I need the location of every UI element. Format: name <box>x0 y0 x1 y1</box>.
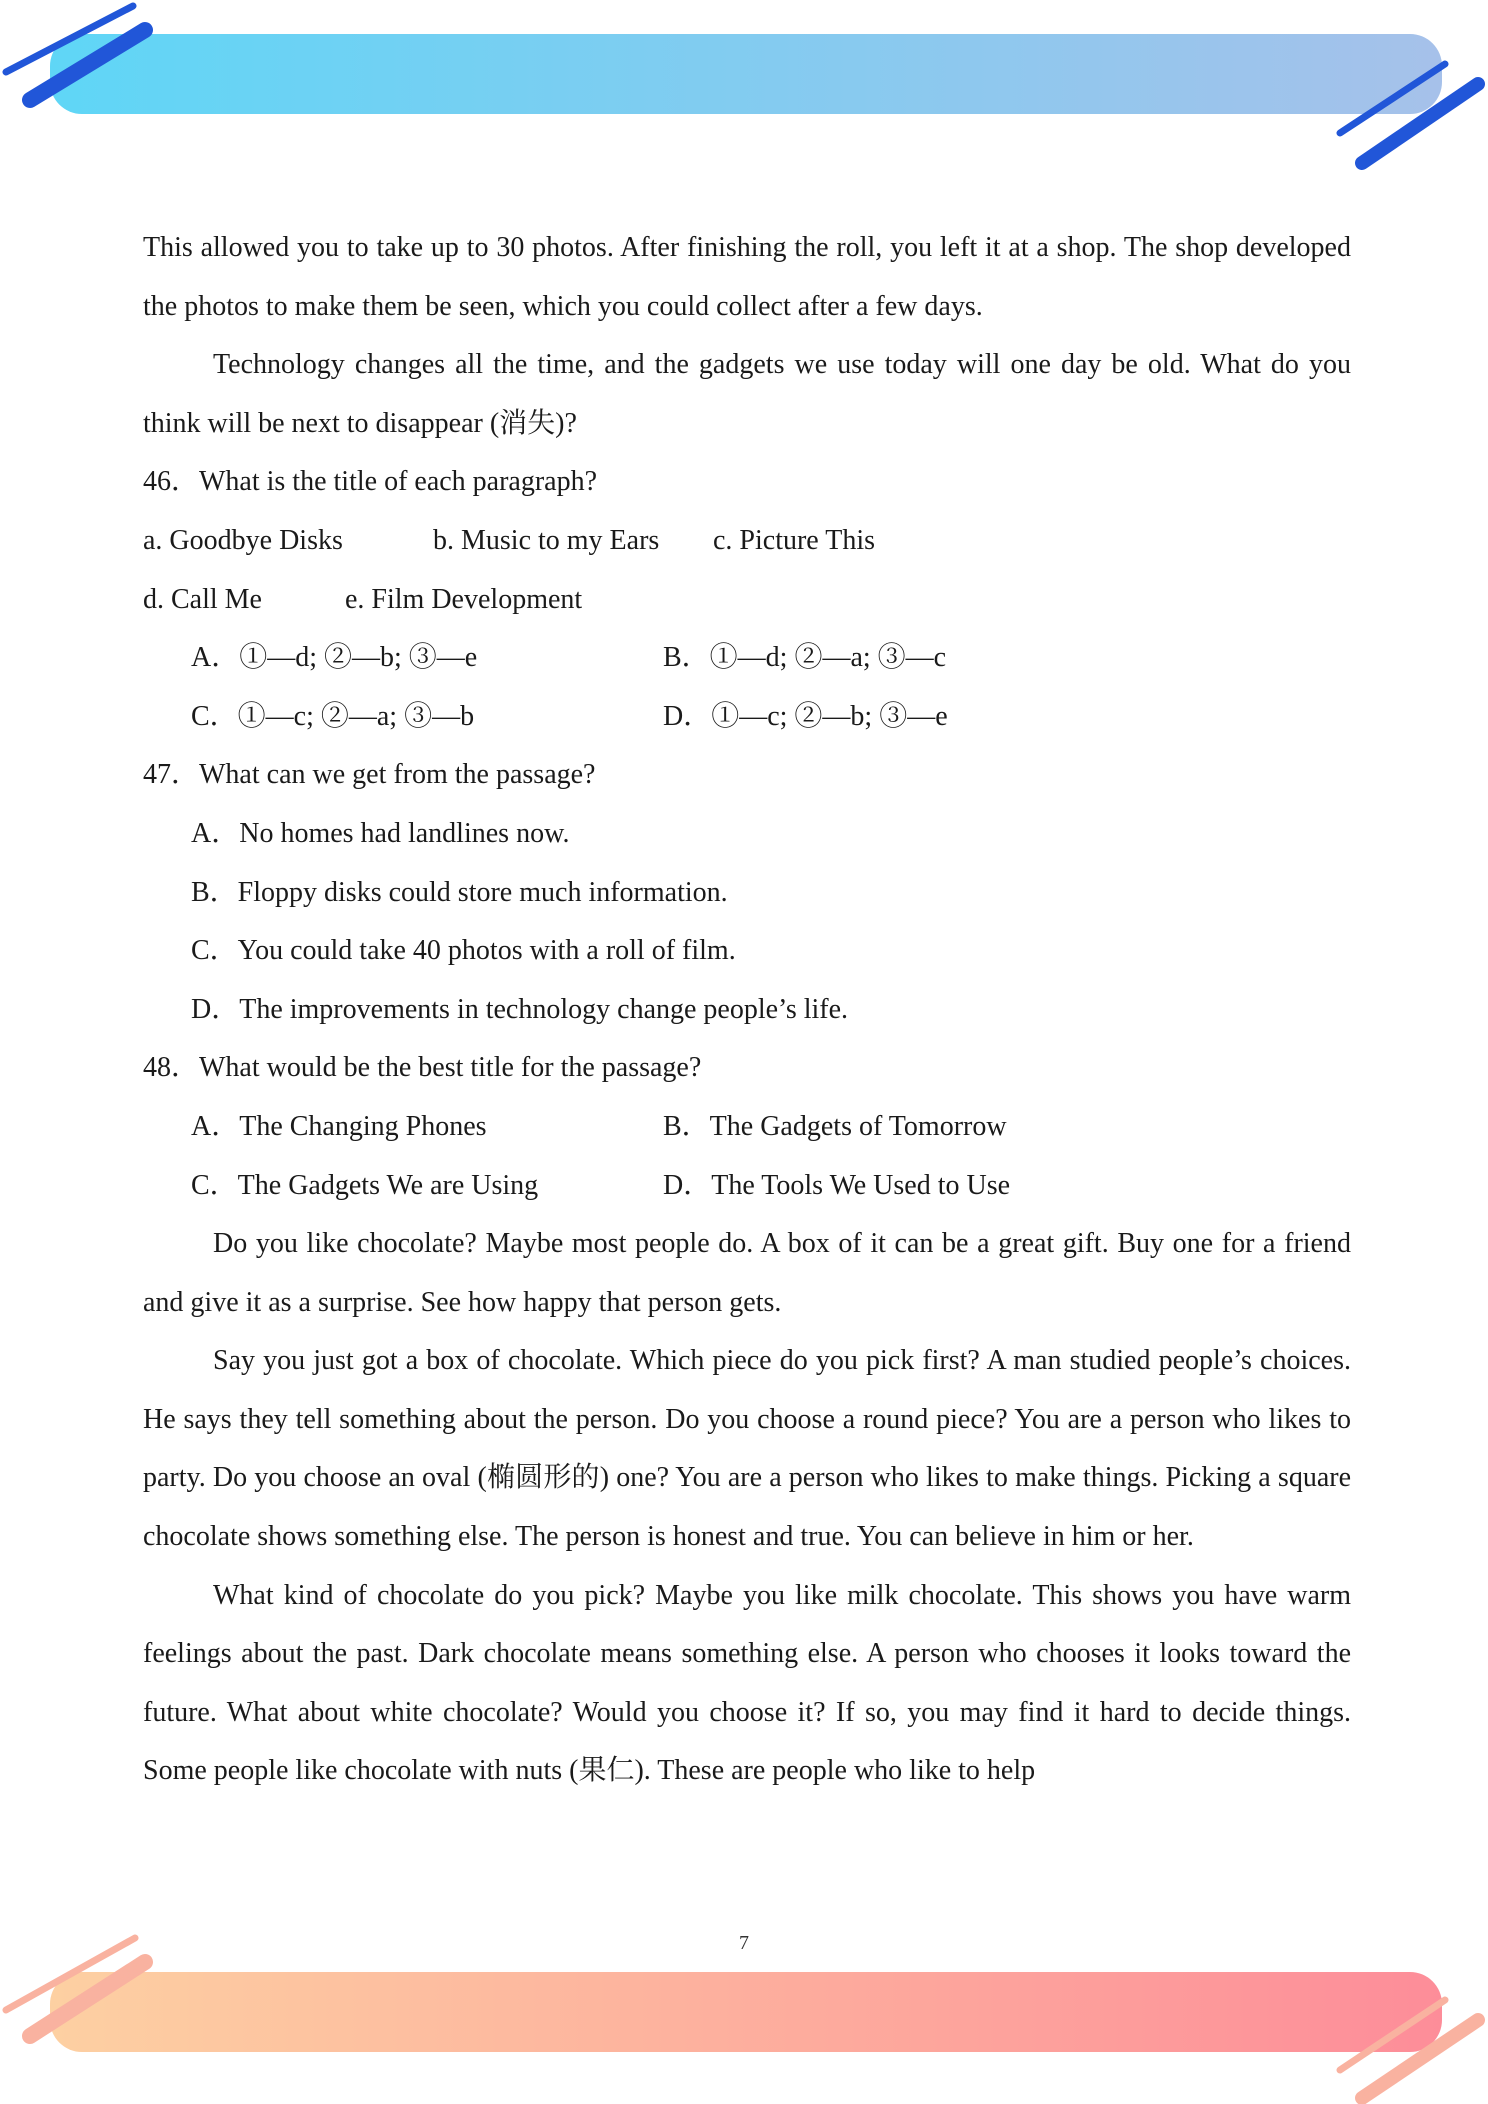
option-d[interactable]: D．The improvements in technology change people’s life. <box>191 993 849 1025</box>
passage1-paragraph-1: This allowed you to take up to 30 photos. After finishing the roll, you left it at a shop. The shop developed the photos to make them be seen, which you could collect after a few days. <box>143 232 1351 322</box>
option-b[interactable]: B．Floppy disks could store much information. <box>191 876 728 908</box>
title-option-a: a. Goodbye Disks <box>143 524 343 556</box>
question-48-options-row-2 <box>143 1157 1351 1216</box>
document-body <box>143 219 1351 1801</box>
option-d[interactable]: D．①—c; ②—b; ③—e <box>663 700 948 732</box>
passage1-paragraph-2: Technology changes all the time, and the gadgets we use today will one day be old. What do you think will be next to disappear (消失)? <box>143 349 1351 439</box>
option-c[interactable]: C．①—c; ②—a; ③—b <box>191 700 475 732</box>
passage2-paragraph-2: Say you just got a box of chocolate. Which piece do you pick first? A man studied people’s choices. He says they tell something about the person. Do you choose a round piece? You are a person who likes to party. Do you choose an oval (椭圆形的) one? You are a person who likes to make things. Picking a square chocolate shows something else. The person is honest and true. You can believe in him or her. <box>143 1345 1351 1553</box>
title-option-c: c. Picture This <box>713 524 876 556</box>
question-46-titles-row-2 <box>143 571 1351 630</box>
option-a[interactable]: A．①—d; ②—b; ③—e <box>191 642 478 674</box>
option-d[interactable]: D．The Tools We Used to Use <box>663 1169 1011 1201</box>
question-47-stem: 47．What can we get from the passage? <box>143 759 596 791</box>
question-46-titles-row-1 <box>143 512 1351 571</box>
option-c[interactable]: C．You could take 40 photos with a roll of film. <box>191 935 736 967</box>
option-b[interactable]: B．The Gadgets of Tomorrow <box>663 1110 1007 1142</box>
question-46-options-row-1 <box>143 629 1351 688</box>
title-option-d: d. Call Me <box>143 583 262 615</box>
option-b[interactable]: B．①—d; ②—a; ③—c <box>663 642 947 674</box>
question-48-stem: 48．What would be the best title for the passage? <box>143 1052 702 1084</box>
question-48-options-row-1 <box>143 1098 1351 1157</box>
option-a[interactable]: A．The Changing Phones <box>191 1110 487 1142</box>
passage2-paragraph-1: Do you like chocolate? Maybe most people do. A box of it can be a great gift. Buy one for a friend and give it as a surprise. See how happy that person gets. <box>143 1228 1351 1318</box>
option-a[interactable]: A．No homes had landlines now. <box>191 817 570 849</box>
footer-banner <box>6 1938 1478 2098</box>
page-number: 7 <box>739 1932 749 1954</box>
passage2-paragraph-3: What kind of chocolate do you pick? Maybe you like milk chocolate. This shows you have warm feelings about the past. Dark chocolate means something else. A person who chooses it looks toward the future. What about white chocolate? Would you choose it? If so, you may find it hard to decide things. Some people like chocolate with nuts (果仁). These are people who like to help <box>143 1579 1351 1787</box>
option-c[interactable]: C．The Gadgets We are Using <box>191 1169 539 1201</box>
title-option-b: b. Music to my Ears <box>433 524 660 556</box>
question-46-stem: 46．What is the title of each paragraph? <box>143 466 598 498</box>
question-46-options-row-2 <box>143 688 1351 747</box>
title-option-e: e. Film Development <box>345 583 583 615</box>
header-banner <box>6 6 1478 163</box>
